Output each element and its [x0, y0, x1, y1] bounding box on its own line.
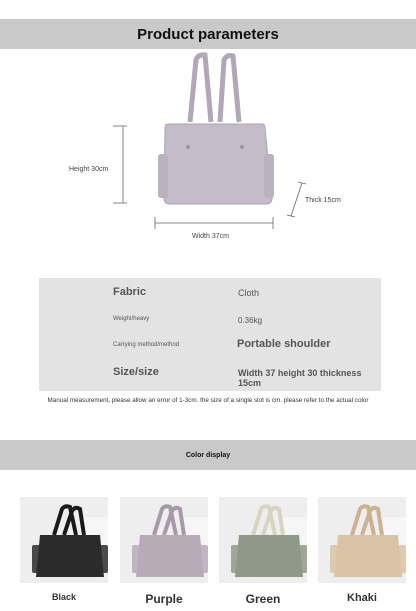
height-label: Height 30cm	[69, 166, 109, 173]
param-key-fabric: Fabric	[113, 286, 147, 298]
param-key-carrying: Carrying method/method	[113, 342, 180, 348]
product-parameters-title: Product parameters	[137, 25, 279, 43]
parameters-table	[39, 278, 381, 391]
color-label-khaki: Khaki	[347, 592, 377, 604]
color-swatch-black[interactable]	[20, 497, 108, 583]
bag-button-right	[240, 145, 244, 149]
color-swatch-khaki[interactable]	[318, 497, 406, 583]
bag-dimension-diagram	[0, 0, 416, 260]
color-label-green: Green	[245, 592, 281, 606]
color-swatch-green[interactable]	[219, 497, 307, 583]
thick-label: Thick 15cm	[305, 197, 341, 204]
bag-side-pocket-left	[158, 154, 168, 198]
param-value-fabric: Cloth	[238, 288, 260, 298]
param-key-size: Size/size	[113, 366, 159, 378]
param-value-size: Width 37 height 30 thickness 15cm	[238, 368, 362, 388]
color-label-black: Black	[51, 592, 77, 602]
param-value-carrying: Portable shoulder	[237, 338, 331, 350]
color-label-purple: Purple	[145, 592, 183, 606]
width-label: Width 37cm	[192, 233, 229, 240]
param-key-weight: Weight/heavy	[113, 316, 150, 322]
thick-line	[291, 183, 302, 216]
bag-side-pocket-right	[264, 154, 274, 198]
bag-strap-left	[190, 55, 211, 122]
color-swatch-purple[interactable]	[120, 497, 208, 583]
measurement-note: Manual measurement, please allow an error of 1-3cm. the size of a single slot is cm. please refer to the actual color	[47, 397, 369, 404]
param-value-weight: 0.36kg	[238, 316, 263, 325]
color-display-title: Color display	[185, 451, 231, 459]
bag-body	[164, 124, 272, 204]
bag-strap-right	[220, 56, 239, 123]
bag-button-left	[186, 145, 190, 149]
color-display-banner	[0, 440, 416, 470]
